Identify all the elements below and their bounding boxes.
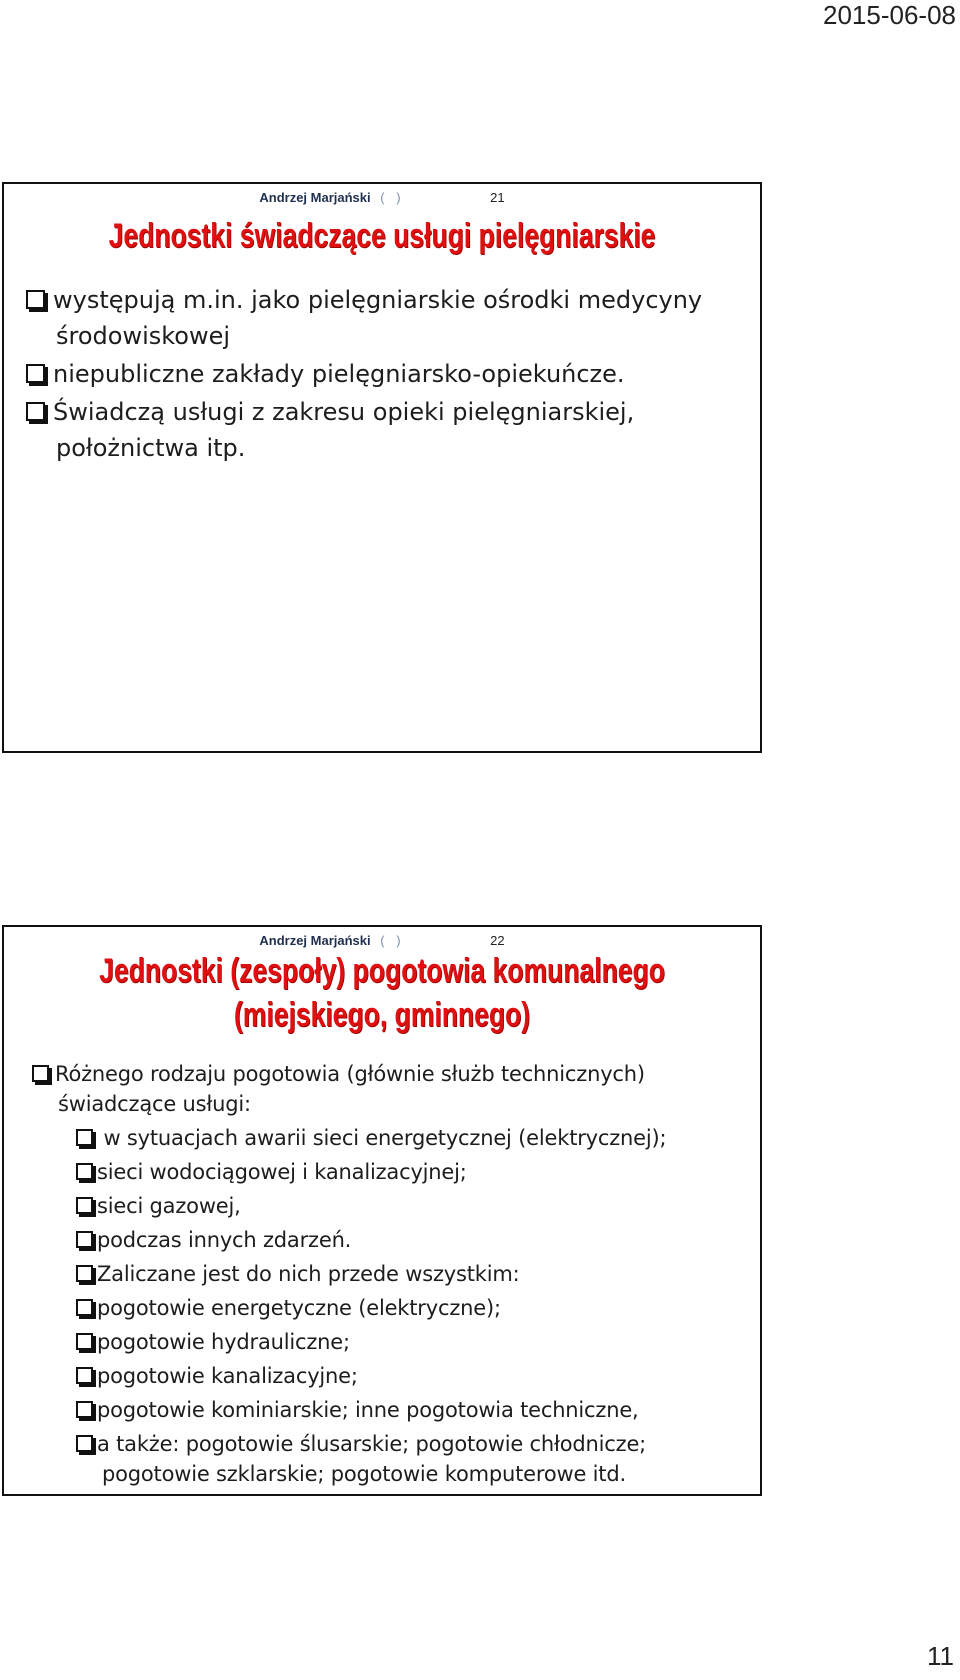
bullet-list <box>4 1059 760 1489</box>
slide-header <box>4 190 760 205</box>
slide-number: 21 <box>490 190 505 205</box>
bullet-text: podczas innych zdarzeń. <box>97 1228 352 1253</box>
list-item <box>26 282 750 354</box>
list-item <box>32 1395 752 1425</box>
list-item <box>32 1293 752 1323</box>
slide-title <box>87 949 677 1037</box>
bullet-text: pogotowie hydrauliczne; <box>97 1330 350 1355</box>
checkbox-bullet-icon <box>76 1197 93 1214</box>
list-item <box>32 1157 752 1187</box>
slide-title-line: Jednostki świadczące usługi pielęgniarskie <box>108 217 656 255</box>
checkbox-bullet-icon <box>26 402 45 421</box>
bullet-text: występują m.in. jako pielęgniarskie ośrodki medycyny środowiskowej <box>53 286 703 351</box>
list-item <box>26 394 750 466</box>
slide-title-line: Jednostki (zespoły) pogotowia komunalnego <box>99 952 665 990</box>
bullet-text: sieci gazowej, <box>97 1194 241 1219</box>
checkbox-bullet-icon <box>76 1367 93 1384</box>
slide-title <box>87 214 677 258</box>
bullet-text: Różnego rodzaju pogotowia (głównie służb technicznych) świadczące usługi: <box>55 1062 645 1117</box>
bullet-text: pogotowie kominiarskie; inne pogotowia techniczne, <box>97 1398 639 1423</box>
slide-number: 22 <box>490 933 505 948</box>
bullet-list <box>4 282 760 466</box>
list-item <box>32 1259 752 1289</box>
page-date: 2015-06-08 <box>823 0 956 30</box>
list-item <box>32 1123 752 1153</box>
checkbox-bullet-icon <box>76 1333 93 1350</box>
checkbox-bullet-icon <box>76 1129 93 1146</box>
author-name: Andrzej Marjański <box>259 933 371 948</box>
bullet-text: sieci wodociągowej i kanalizacyjnej; <box>97 1160 467 1185</box>
list-item <box>32 1225 752 1255</box>
list-item <box>32 1191 752 1221</box>
list-item <box>32 1361 752 1391</box>
bullet-text: Zaliczane jest do nich przede wszystkim: <box>97 1262 520 1287</box>
checkbox-bullet-icon <box>76 1163 93 1180</box>
header-parentheses: ( ) <box>380 933 405 948</box>
checkbox-bullet-icon <box>76 1401 93 1418</box>
header-parentheses: ( ) <box>380 190 405 205</box>
bullet-text: pogotowie energetyczne (elektryczne); <box>97 1296 501 1321</box>
bullet-text: pogotowie kanalizacyjne; <box>97 1364 358 1389</box>
checkbox-bullet-icon <box>76 1265 93 1282</box>
slide-title-line: (miejskiego, gminnego) <box>233 996 531 1035</box>
list-item <box>32 1327 752 1357</box>
bullet-text: niepubliczne zakłady pielęgniarsko-opiekuńcze. <box>53 360 625 389</box>
slide-header <box>4 933 760 948</box>
slide-21 <box>2 182 762 753</box>
list-item <box>32 1059 752 1119</box>
bullet-text: Świadczą usługi z zakresu opieki pielęgniarskiej, położnictwa itp. <box>53 398 635 463</box>
list-item <box>26 356 750 392</box>
list-item <box>32 1429 752 1489</box>
bullet-text: w sytuacjach awarii sieci energetycznej (elektrycznej); <box>97 1126 667 1151</box>
page-number: 11 <box>927 1641 954 1671</box>
checkbox-bullet-icon <box>76 1231 93 1248</box>
slide-22 <box>2 925 762 1496</box>
checkbox-bullet-icon <box>32 1065 49 1082</box>
checkbox-bullet-icon <box>76 1435 93 1452</box>
checkbox-bullet-icon <box>26 364 45 383</box>
author-name: Andrzej Marjański <box>259 190 371 205</box>
bullet-text: a także: pogotowie ślusarskie; pogotowie chłodnicze; pogotowie szklarskie; pogotowie komputerowe itd. <box>97 1432 647 1487</box>
checkbox-bullet-icon <box>76 1299 93 1316</box>
checkbox-bullet-icon <box>26 290 45 309</box>
